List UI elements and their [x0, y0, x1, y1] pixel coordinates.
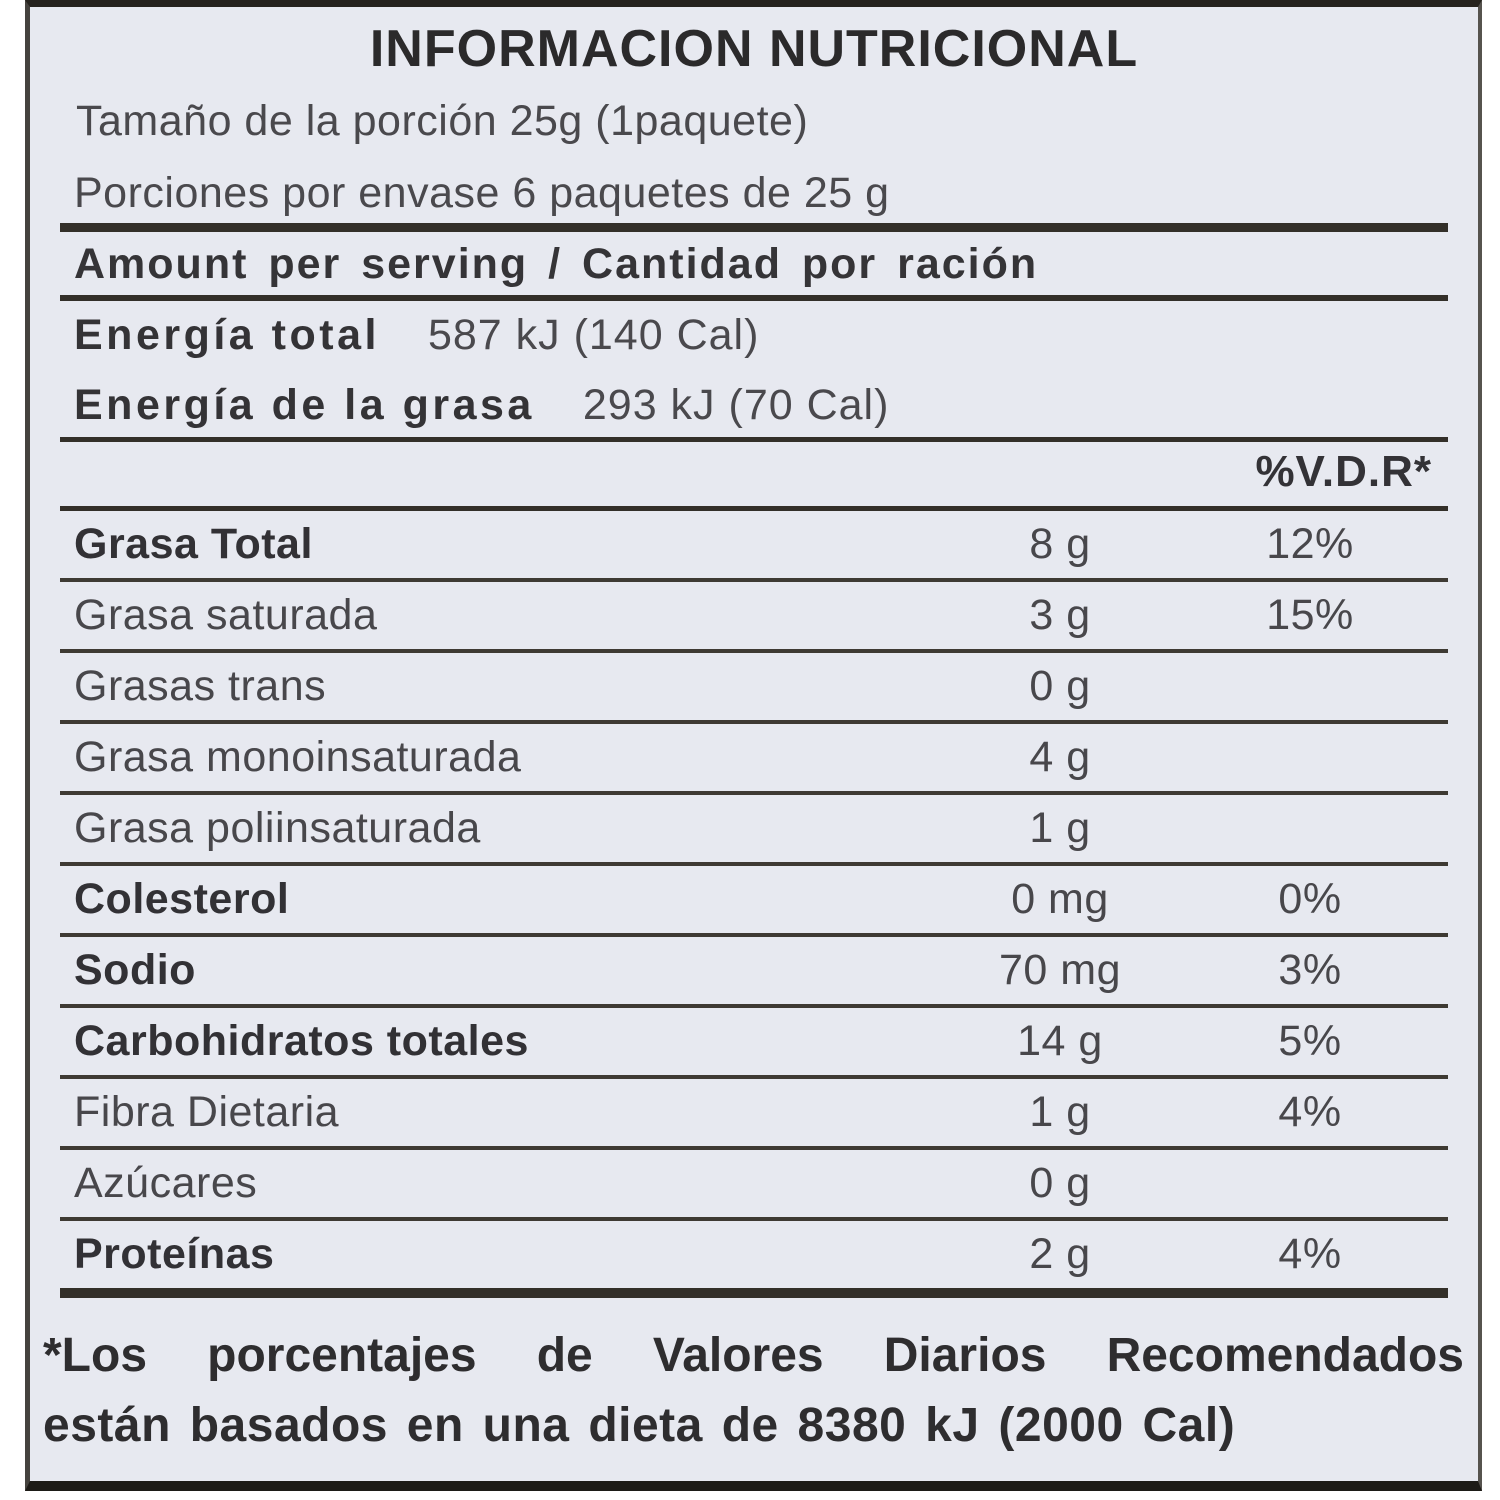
nutrient-name: Colesterol — [74, 875, 290, 923]
label-title: INFORMACION NUTRICIONAL — [369, 20, 1139, 78]
footnote-line-2: están basados en una dieta de 8380 kJ (2000 Cal) — [43, 1399, 1236, 1452]
energy-total-label: Energía total — [74, 311, 380, 359]
serving-size-text: Tamaño de la porción 25g (1paquete) — [76, 97, 809, 145]
nutrient-amount: 3 g — [1029, 591, 1091, 639]
nutrient-name: Sodio — [74, 946, 196, 994]
nutrient-rows — [60, 511, 1448, 1288]
nutrient-amount: 0 g — [1029, 662, 1091, 710]
nutrient-row — [60, 653, 1448, 724]
nutrient-row — [60, 1008, 1448, 1079]
nutrient-row — [60, 937, 1448, 1008]
nutrient-daily-value: 0% — [1278, 875, 1342, 923]
nutrient-amount: 0 g — [1029, 1159, 1091, 1207]
nutrient-daily-value: 15% — [1266, 591, 1354, 639]
nutrient-row — [60, 511, 1448, 582]
nutrient-daily-value: 4% — [1278, 1088, 1342, 1136]
divider-under-amount-header — [60, 295, 1448, 301]
nutrient-daily-value: 4% — [1278, 1230, 1342, 1278]
amount-per-serving-header: Amount per serving / Cantidad por ración — [74, 240, 1039, 288]
servings-per-container-text: Porciones por envase 6 paquetes de 25 g — [74, 169, 890, 217]
nutrient-row — [60, 1079, 1448, 1150]
nutrient-row — [60, 724, 1448, 795]
nutrient-amount: 2 g — [1029, 1230, 1091, 1278]
energy-from-fat-row — [60, 383, 1448, 427]
nutrient-name: Fibra Dietaria — [74, 1088, 340, 1136]
footnote-line-1: *Los porcentajes de Valores Diarios Recomendados — [43, 1329, 1464, 1382]
nutrient-daily-value: 5% — [1278, 1017, 1342, 1065]
nutrient-name: Proteínas — [74, 1230, 275, 1278]
nutrient-name: Azúcares — [74, 1159, 258, 1207]
nutrient-amount: 1 g — [1029, 1088, 1091, 1136]
footnote — [43, 1326, 1464, 1456]
daily-value-column-header: %V.D.R* — [1255, 447, 1432, 496]
nutrient-row — [60, 1150, 1448, 1221]
nutrient-name: Grasas trans — [74, 662, 327, 710]
thick-divider-bottom — [60, 1288, 1448, 1298]
nutrition-label — [25, 0, 1482, 1491]
nutrient-amount: 8 g — [1029, 520, 1091, 568]
thick-divider-top — [60, 223, 1448, 232]
nutrient-row — [60, 795, 1448, 866]
nutrient-name: Grasa Total — [74, 520, 313, 568]
nutrient-row — [60, 866, 1448, 937]
nutrient-name: Carbohidratos totales — [74, 1017, 529, 1065]
nutrient-amount: 70 mg — [998, 946, 1121, 994]
divider-under-energy — [60, 437, 1448, 442]
energy-from-fat-label: Energía de la grasa — [74, 381, 535, 429]
nutrient-row — [60, 1221, 1448, 1288]
nutrient-amount: 14 g — [1017, 1017, 1103, 1065]
nutrient-daily-value: 3% — [1278, 946, 1342, 994]
nutrient-name: Grasa saturada — [74, 591, 378, 639]
nutrient-daily-value: 12% — [1266, 520, 1354, 568]
nutrient-amount: 4 g — [1029, 733, 1091, 781]
nutrient-row — [60, 582, 1448, 653]
nutrient-name: Grasa monoinsaturada — [74, 733, 522, 781]
nutrient-name: Grasa poliinsaturada — [74, 804, 481, 852]
energy-total-value: 587 kJ (140 Cal) — [427, 311, 760, 359]
nutrient-amount: 1 g — [1029, 804, 1091, 852]
energy-from-fat-value: 293 kJ (70 Cal) — [582, 381, 890, 429]
energy-total-row — [60, 313, 1448, 357]
nutrient-amount: 0 mg — [1011, 875, 1109, 923]
